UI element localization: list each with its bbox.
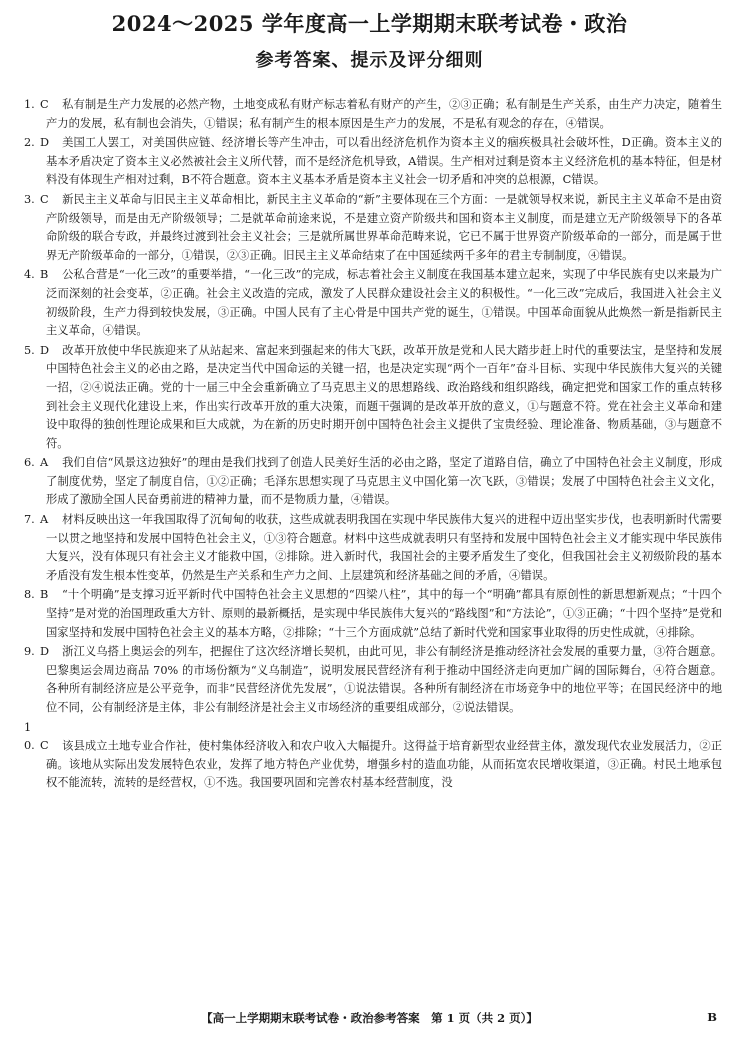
answer-letter: D	[40, 136, 50, 150]
answer-letter: D	[40, 343, 50, 357]
answer-explanation: 材料反映出这一年我国取得了沉甸甸的收获，这些成就表明我国在实现中华民族伟大复兴的进程中迈出坚实步伐，也表明新时代需要一以贯之地坚持和发展中国特色社会主义，①③符合题意。材料中这些成就表明只有坚持和发展中国特色社会主义才能实现中华民族伟大复兴，没有体现只有社会主义才能救中国，②排除。进入新时代，我国社会的主要矛盾发生了变化，但我国社会主义初级阶段的基本矛盾没有发生根本性变革，仍然是生产关系和生产力之间、上层建筑和经济基础之间的矛盾，④错误。	[46, 513, 722, 582]
answer-item	[24, 643, 722, 717]
answer-explanation: 该县成立土地专业合作社，使村集体经济收入和农户收入大幅提升。这得益于培育新型农业经营主体，激发现代农业发展活力，②正确。该地从实际出发发展特色农业，发挥了地方特色产业优势，增强乡村的造血功能，从而拓宽农民增收渠道，③正确。村民土地承包权不能流转，流转的是经营权，①不选。我国要巩固和完善农村基本经营制度，没	[46, 739, 722, 790]
answer-letter: A	[40, 513, 49, 527]
question-number: 6.	[24, 456, 35, 470]
answer-item	[24, 454, 722, 510]
question-number: 9.	[24, 645, 35, 659]
answer-list	[24, 96, 722, 794]
page-title: 2024～2025 学年度高一上学期期末联考试卷・政治	[111, 11, 628, 36]
question-number: 8.	[24, 588, 35, 602]
answer-item	[24, 134, 722, 190]
answer-explanation: 改革开放使中华民族迎来了从站起来、富起来到强起来的伟大飞跃，改革开放是党和人民大踏步赶上时代的重要法宝，是坚持和发展中国特色社会主义的必由之路，是决定当代中国命运的关键一招，也是决定实现“两个一百年”奋斗目标、实现中华民族伟大复兴的关键一招，②④说法正确。党的十一届三中全会重新确立了马克思主义的思想路线、政治路线和组织路线，确定把党和国家工作的重点转移到社会主义现代化建设上来，作出实行改革开放的重大决策，而题干强调的是改革开放的意义，①与题意不符。党在社会主义革命和建设中取得的独创性理论成果和巨大成就，为在新的历史时期开创中国特色社会主义提供了宝贵经验、理论准备、物质基础，③与题意不符。	[46, 343, 722, 450]
answer-letter: B	[40, 268, 49, 282]
answer-item	[24, 586, 722, 642]
answer-explanation: 新民主主义革命与旧民主主义革命相比，新民主主义革命的“新”主要体现在三个方面：一是就领导权来说，新民主主义革命不是由资产阶级领导，而是由无产阶级领导；二是就革命前途来说，不是建立资产阶级共和国和资本主义制度，而是建立无产阶级领导下的各革命阶级的联合专政，并最终过渡到社会主义社会；三是就所属世界革命范畴来说，它已不属于世界资产阶级革命的一部分，而是属于世界无产阶级革命的一部分，①错误，②③正确。旧民主主义革命结束了在中国延续两千多年的君主专制制度，④错误。	[46, 192, 722, 262]
answer-letter: D	[40, 645, 50, 659]
answer-item	[24, 511, 722, 585]
answer-item	[24, 96, 722, 133]
answer-letter: B	[40, 588, 49, 602]
question-number: 3.	[24, 192, 35, 206]
question-number: 4.	[24, 268, 35, 282]
answer-explanation: 私有制是生产力发展的必然产物，土地变成私有财产标志着私有财产的产生，②③正确；私有制是生产关系，由生产力决定，随着生产力的发展，私有制也会消失，①错误；私有制产生的根本原因是生产力的发展，不是私有观念的存在，④错误。	[46, 98, 722, 130]
answer-explanation: 公私合营是“一化三改”的重要举措，“一化三改”的完成，标志着社会主义制度在我国基本建立起来，实现了中华民族有史以来最为广泛而深刻的社会变革，②正确。社会主义改造的完成，激发了人民群众建设社会主义的积极性。“一化三改”完成后，我国进入社会主义初级阶段，生产力得到较快发展，③正确。中国人民有了主心骨是中国共产党的诞生，①错误。中国革命面貌从此焕然一新是指新民主主义革命，④错误。	[46, 268, 722, 338]
question-number: 7.	[24, 513, 35, 527]
paper-version-code: B	[707, 1010, 717, 1024]
answer-item	[24, 342, 722, 454]
answer-explanation: “十个明确”是支撑习近平新时代中国特色社会主义思想的“四梁八柱”，其中的每一个“明确”都具有原创性的新思想新观点；“十四个坚持”是对党的治国理政重大方针、原则的最新概括，是实现中华民族伟大复兴的“路线图”和“方法论”，①③正确；“十四个坚持”是党和国家坚持和发展中国特色社会主义的基本方略，②排除；“十三个方面成就”总结了新时代党和国家事业取得的历史性成就，④排除。	[46, 588, 722, 639]
answer-letter: C	[40, 739, 49, 753]
question-number: 10.	[24, 720, 35, 753]
answer-item	[24, 191, 722, 265]
answer-letter: C	[40, 98, 49, 111]
question-number: 1.	[24, 98, 35, 111]
answer-item	[24, 719, 722, 793]
page-subtitle: 参考答案、提示及评分细则	[255, 50, 484, 71]
answer-explanation: 浙江义乌搭上奥运会的列车，把握住了这次经济增长契机，由此可见，非公有制经济是推动经济社会发展的重要力量，③符合题意。巴黎奥运会周边商品 70% 的市场份额为“义乌制造”，说明发展民营经济有利于推动中国经济走向更加广阔的国际舞台，④符合题意。各种所有制经济应是公平竞争，而非“民营经济优先发展”，①说法错误。各种所有制经济在市场竞争中的地位平等；在国民经济中的地位不同，公有制经济是主体，非公有制经济是社会主义市场经济的重要组成部分，②说法错误。	[46, 645, 722, 714]
answer-item	[24, 266, 722, 340]
question-number: 2.	[24, 136, 35, 150]
answer-explanation: 美国工人罢工，对美国供应链、经济增长等产生冲击，可以看出经济危机作为资本主义的痼疾极具社会破坏性，D正确。资本主义的基本矛盾决定了资本主义必然被社会主义所代替，而不是经济危机导致，A错误。生产相对过剩是资本主义经济危机的基本特征，但是材料没有体现生产相对过剩，B不符合题意。资本主义基本矛盾是资本主义社会一切矛盾和冲突的总根源，C错误。	[46, 136, 722, 187]
answer-letter: A	[40, 456, 49, 470]
page-footer: 【高一上学期期末联考试卷・政治参考答案 第 1 页（共 2 页）】	[201, 1011, 538, 1025]
answer-letter: C	[40, 192, 49, 206]
answer-explanation: 我们自信“风景这边独好”的理由是我们找到了创造人民美好生活的必由之路，坚定了道路自信，确立了中国特色社会主义制度，形成了制度优势，坚定了制度自信，①②正确；毛泽东思想实现了马克思主义中国化第一次飞跃，③错误；发展了中国特色社会主义文化，形成了激励全国人民奋勇前进的精神力量，而不是物质力量，④错误。	[46, 456, 722, 507]
question-number: 5.	[24, 343, 35, 357]
